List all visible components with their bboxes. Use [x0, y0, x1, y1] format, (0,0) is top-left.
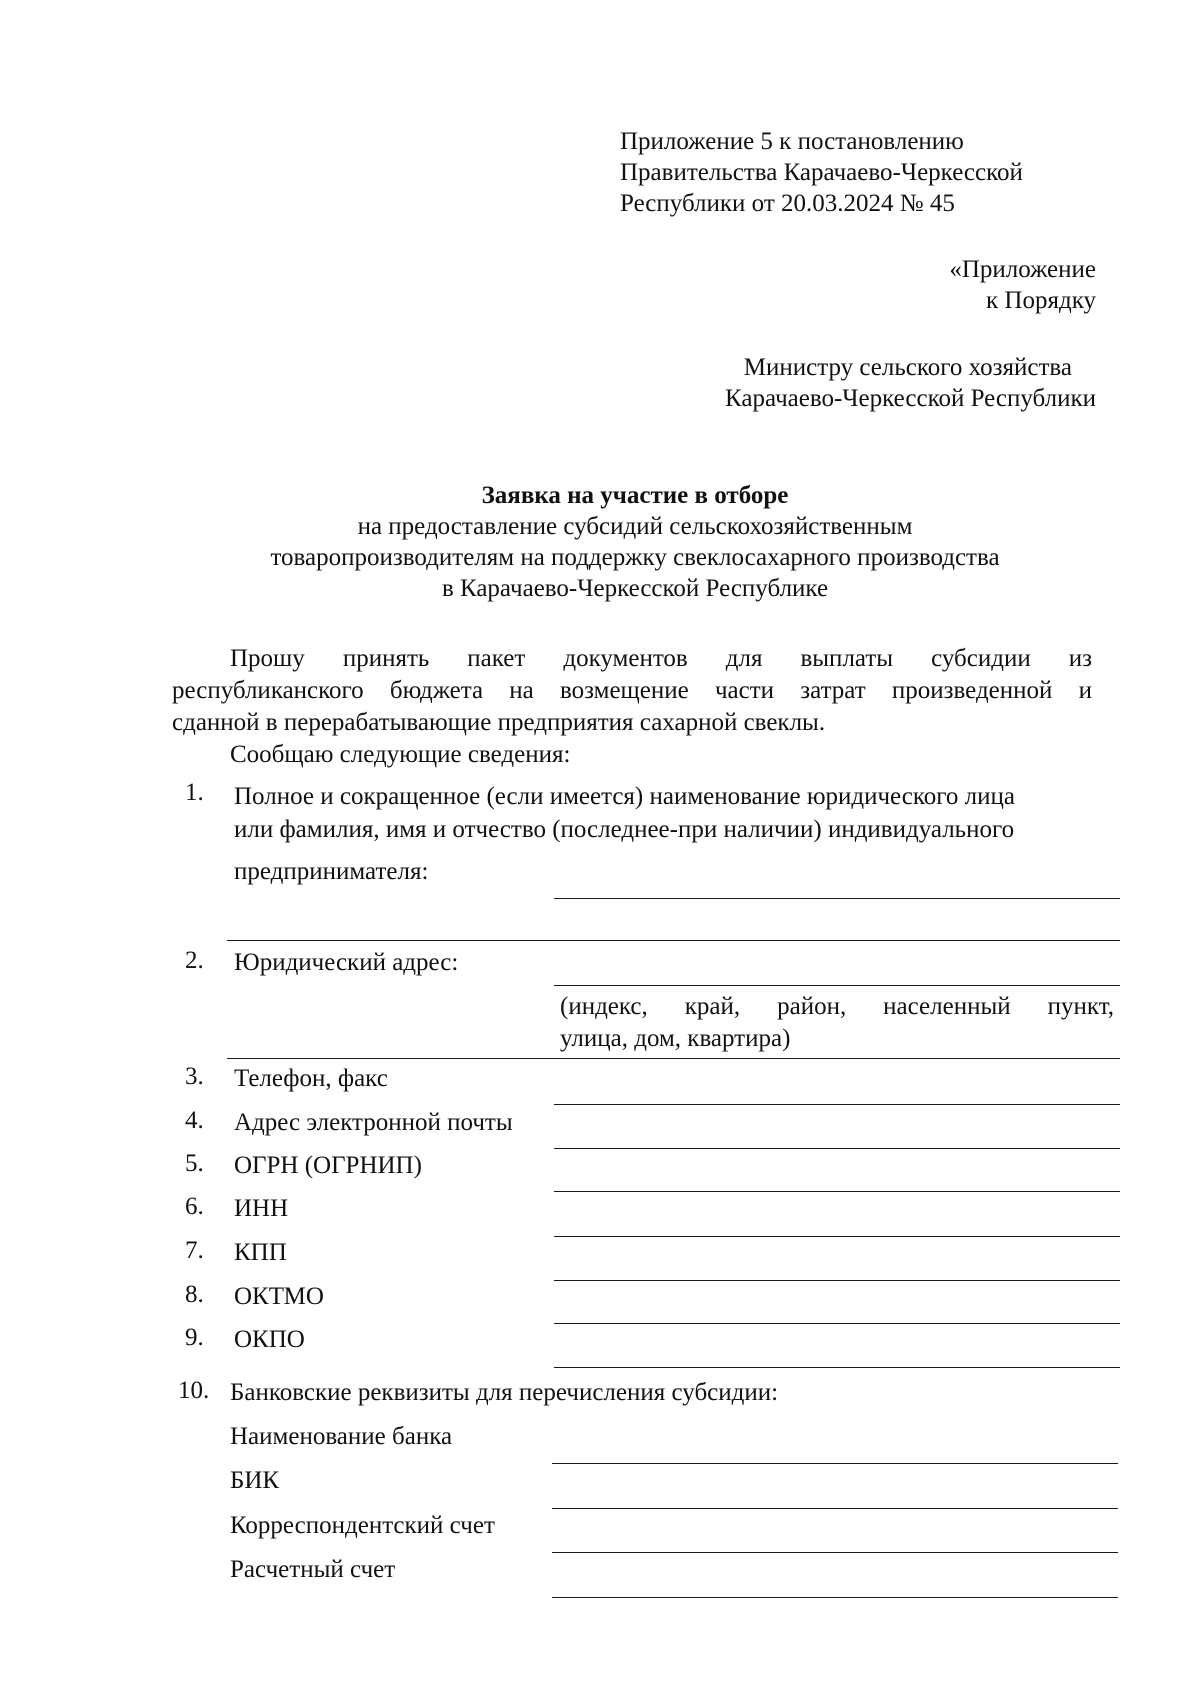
item-number: 2.: [185, 947, 204, 974]
item-6-label: ИНН: [234, 1195, 289, 1222]
field-line-account[interactable]: [552, 1597, 1118, 1598]
bik-label: БИК: [230, 1467, 280, 1494]
field-line-email[interactable]: [554, 1148, 1120, 1149]
item-5-label: ОГРН (ОГРНИП): [234, 1152, 422, 1179]
field-line-name-2[interactable]: [227, 940, 1120, 941]
title-line-2: на предоставление субсидий сельскохозяйственным: [357, 513, 913, 540]
item-8-label: ОКТМО: [234, 1283, 324, 1310]
para-line-1: Прошу принять пакет документов для выплаты субсидии из: [230, 645, 1092, 672]
field-line-address[interactable]: [554, 985, 1120, 986]
field-line-corr-account[interactable]: [552, 1552, 1118, 1553]
item-number: 6.: [185, 1193, 204, 1220]
addressee-line-2: Карачаево-Черкесской Республики: [725, 385, 1096, 412]
item-2-label: Юридический адрес:: [234, 949, 459, 976]
field-line-name-1[interactable]: [554, 898, 1120, 899]
item-3-label: Телефон, факс: [234, 1065, 388, 1092]
field-line-okpo[interactable]: [554, 1367, 1120, 1368]
item-9-label: ОКПО: [234, 1326, 305, 1353]
appendix-line-2: к Порядку: [986, 287, 1096, 314]
field-line-kpp[interactable]: [554, 1280, 1120, 1281]
item-number: 7.: [185, 1237, 204, 1264]
para-line-2: республиканского бюджета на возмещение части затрат произведенной и: [172, 677, 1092, 704]
item-number: 10.: [178, 1377, 210, 1404]
address-hint-2: улица, дом, квартира): [560, 1025, 791, 1052]
item-1-line-3: предпринимателя:: [234, 858, 429, 885]
header-line-2: Правительства Карачаево-Черкесской: [620, 159, 1023, 186]
item-4-label: Адрес электронной почты: [234, 1109, 513, 1136]
field-line-bik[interactable]: [552, 1508, 1118, 1509]
field-line-phone[interactable]: [554, 1104, 1120, 1105]
field-line-address-2[interactable]: [227, 1058, 1120, 1059]
item-number: 4.: [185, 1107, 204, 1134]
account-label: Расчетный счет: [230, 1556, 396, 1583]
field-line-ogrn[interactable]: [554, 1191, 1120, 1192]
bank-name-label: Наименование банка: [230, 1423, 453, 1450]
title-line-4: в Карачаево-Черкесской Республике: [441, 575, 829, 602]
item-number: 8.: [185, 1281, 204, 1308]
addressee-line-1: Министру сельского хозяйства: [743, 354, 1072, 381]
field-line-oktmo[interactable]: [554, 1323, 1120, 1324]
item-number: 9.: [185, 1324, 204, 1351]
field-line-bank-name[interactable]: [552, 1463, 1118, 1464]
item-number: 1.: [185, 779, 204, 806]
title-line-3: товаропроизводителям на поддержку свеклосахарного производства: [270, 544, 1000, 571]
field-line-inn[interactable]: [554, 1236, 1120, 1237]
doc-title: Заявка на участие в отборе: [481, 482, 789, 509]
appendix-line-1: «Приложение: [949, 256, 1096, 283]
item-1-line-2: или фамилия, имя и отчество (последнее-при наличии) индивидуального: [234, 816, 1015, 843]
corr-account-label: Корреспондентский счет: [230, 1512, 495, 1539]
para-2: Сообщаю следующие сведения:: [230, 741, 571, 768]
item-1-line-1: Полное и сокращенное (если имеется) наименование юридического лица: [234, 783, 1015, 810]
para-line-3: сданной в перерабатывающие предприятия сахарной свеклы.: [172, 709, 826, 736]
address-hint-1: (индекс, край, район, населенный пункт,: [560, 993, 1114, 1020]
header-line-1: Приложение 5 к постановлению: [620, 128, 964, 155]
item-10-label: Банковские реквизиты для перечисления субсидии:: [230, 1379, 779, 1406]
item-number: 5.: [185, 1150, 204, 1177]
header-line-3: Республики от 20.03.2024 № 45: [620, 190, 955, 217]
item-number: 3.: [185, 1063, 204, 1090]
item-7-label: КПП: [234, 1239, 287, 1266]
